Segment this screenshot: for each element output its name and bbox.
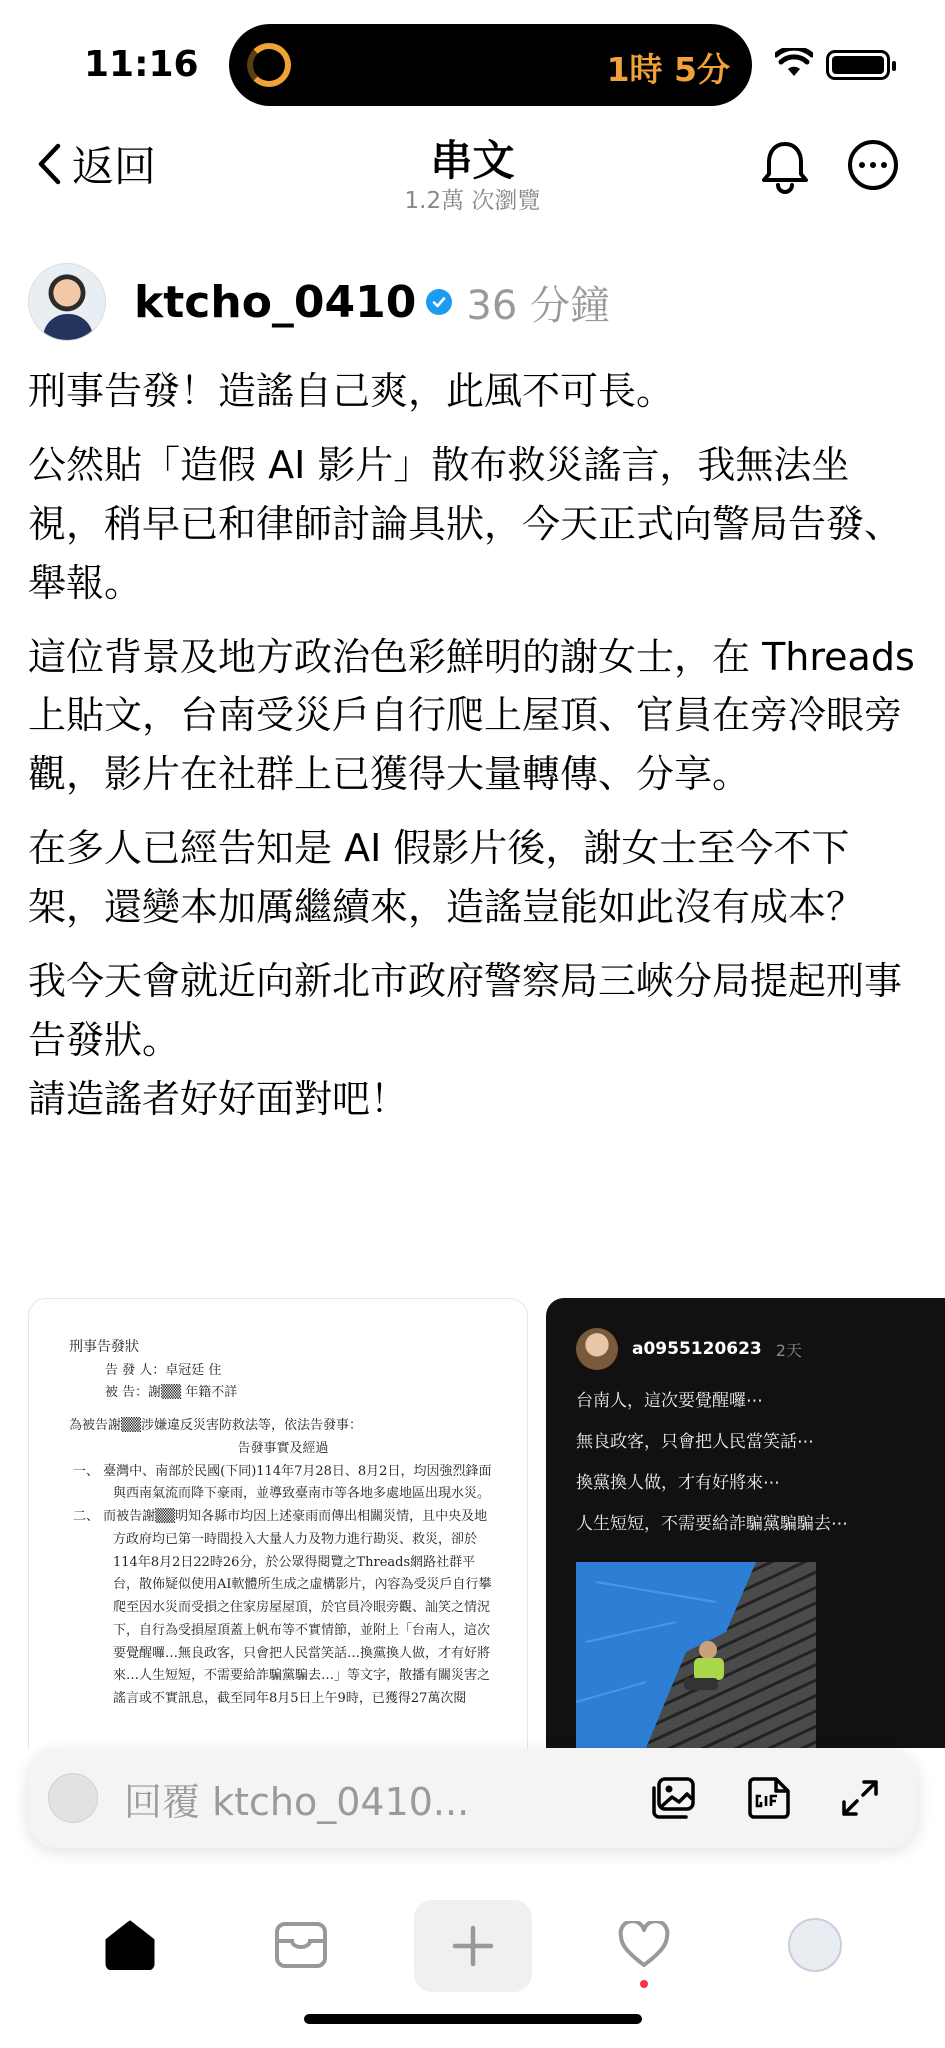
post-body <box>28 362 918 1144</box>
status-bar <box>0 0 945 120</box>
back-label: 返回 <box>72 142 157 191</box>
screenshot-time: 2天 <box>775 1340 802 1360</box>
verified-badge-icon <box>426 289 452 315</box>
doc-line: 二、 而被告謝▒▒明知各縣市均因上述豪雨而傳出相關災情，且中央及地方政府均已第一時間投入大量人力及物力進行勘災、救災，卻於114年8月2日22時26分，於公眾得閱覽之Threads網路社群平台，散佈疑似使用AI軟體所生成之虛構影片，內容為受災戶自行攀爬至因水災而受損之住家房屋屋頂，於官員冷眼旁觀、訕笑之情況下，自行為受損屋頂蓋上帆布等不實情節，並附上「台南人，這次要覺醒囉…無良政客，只會把人民當笑話…換黨換人做，才有好將來…人生短短，不需要給詐騙黨騙去…」等文字，散播有關災害之謠言或不實訊息，截至同年8月5日上午9時，已獲得27萬次閱 <box>73 1509 492 1706</box>
doc-line: 為被告謝▒▒涉嫌違反災害防救法等，依法告發事： <box>69 1418 362 1433</box>
tab-inbox[interactable] <box>256 1900 346 1990</box>
gif-icon[interactable] <box>746 1775 792 1821</box>
tab-home[interactable] <box>85 1900 175 1990</box>
home-indicator[interactable] <box>304 2014 642 2024</box>
doc-line: 一、 臺灣中、南部於民國(下同)114年7月28日、8月2日，均因強烈鋒面與西南氣流而降下豪雨，並導致臺南市等各地多處地區出現水災。 <box>73 1463 492 1502</box>
home-icon <box>103 1920 157 1970</box>
image-gallery-icon[interactable] <box>650 1776 698 1820</box>
reply-input[interactable]: 回覆 ktcho_0410... <box>124 1779 470 1824</box>
plus-icon <box>451 1924 495 1968</box>
doc-line: 告 發 人：卓冠廷 住 <box>105 1362 222 1378</box>
legal-document-image[interactable] <box>28 1298 528 1748</box>
media-carousel[interactable] <box>28 1298 945 1748</box>
view-count: 1.2萬 次瀏覽 <box>404 188 541 214</box>
screenshot-threads-post-image[interactable] <box>546 1298 945 1748</box>
doc-line: 告發事實及經過 <box>237 1440 329 1456</box>
post-timestamp: 36 分鐘 <box>466 282 611 329</box>
heart-icon <box>617 1921 671 1969</box>
wifi-icon <box>775 48 813 78</box>
author-username[interactable]: ktcho_0410 <box>134 276 417 328</box>
page-title: 串文 <box>430 136 515 185</box>
expand-icon[interactable] <box>840 1778 880 1818</box>
post-paragraph: 我今天會就近向新北市政府警察局三峽分局提起刑事告發狀。 請造謠者好好面對吧！ <box>28 959 903 1121</box>
status-time: 11:16 <box>84 44 199 85</box>
tab-activity[interactable] <box>599 1900 689 1990</box>
reply-bar[interactable] <box>28 1748 918 1848</box>
tab-create[interactable] <box>414 1900 532 1992</box>
timer-icon <box>247 43 291 87</box>
post-author-row <box>28 262 610 342</box>
author-avatar[interactable] <box>28 263 106 341</box>
screenshot-username: a0955120623 <box>632 1339 762 1359</box>
more-options-icon[interactable] <box>848 140 898 190</box>
doc-line: 被 告：謝▒▒ 年籍不詳 <box>105 1385 238 1401</box>
post-paragraph: 在多人已經告知是 AI 假影片後，謝女士至今不下架，還變本加厲繼續來，造謠豈能如此沒有成本？ <box>28 826 865 930</box>
screenshot-line: 無良政客，只會把人民當笑話⋯ <box>576 1432 814 1452</box>
profile-avatar <box>788 1918 842 1972</box>
reply-avatar <box>48 1773 98 1823</box>
roof-tarp-photo <box>576 1562 816 1748</box>
post-paragraph: 這位背景及地方政治色彩鮮明的謝女士，在 Threads 上貼文，台南受災戶自行爬上屋頂、官員在旁冷眼旁觀，影片在社群上已獲得大量轉傳、分享。 <box>28 634 915 797</box>
dynamic-island[interactable] <box>229 24 752 106</box>
notification-dot <box>640 1980 648 1988</box>
screenshot-avatar <box>576 1328 618 1370</box>
screenshot-line: 換黨換人做，才有好將來⋯ <box>576 1473 780 1493</box>
timer-label: 1時 5分 <box>606 50 730 89</box>
bottom-tab-bar <box>0 1878 945 1998</box>
inbox-icon <box>274 1921 328 1969</box>
doc-line: 刑事告發狀 <box>69 1339 139 1355</box>
tab-profile[interactable] <box>770 1900 860 1990</box>
screenshot-line: 台南人，這次要覺醒囉⋯ <box>576 1391 763 1411</box>
screenshot-line: 人生短短，不需要給詐騙黨騙騙去⋯ <box>576 1514 848 1534</box>
battery-icon <box>826 50 890 80</box>
nav-header <box>0 120 945 230</box>
post-paragraph: 公然貼「造假 AI 影片」散布救災謠言，我無法坐視，稍早已和律師討論具狀，今天正式向警局告發、舉報。 <box>28 442 903 605</box>
post-paragraph: 刑事告發！造謠自己爽，此風不可長。 <box>28 369 675 413</box>
bell-icon[interactable] <box>759 138 811 194</box>
